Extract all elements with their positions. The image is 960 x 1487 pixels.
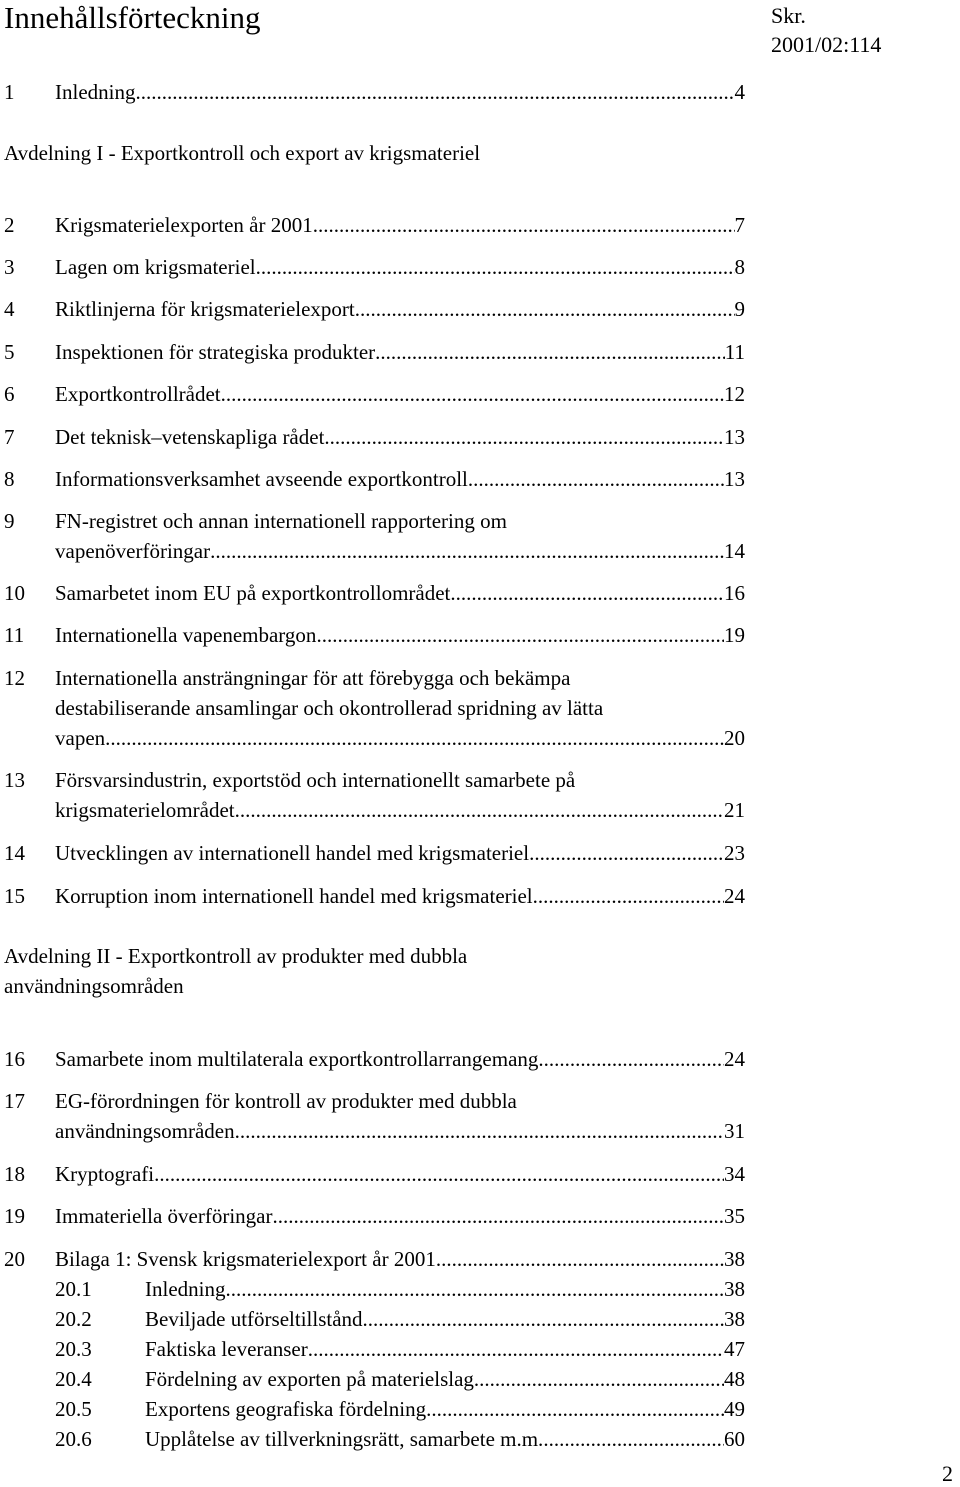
dot-leader xyxy=(450,578,724,608)
toc-entry-line xyxy=(55,294,745,324)
toc-entry-number: 20.5 xyxy=(55,1397,92,1421)
toc-entry-line xyxy=(55,1244,745,1274)
toc-entry[interactable] xyxy=(0,252,960,282)
toc-entry-title: Lagen om krigsmateriel xyxy=(55,255,256,279)
toc-entry[interactable] xyxy=(0,1159,960,1189)
toc-entry-page: 13 xyxy=(724,425,745,449)
toc-entry-number: 20.2 xyxy=(55,1307,92,1331)
section-heading-line: användningsområden xyxy=(4,974,184,998)
toc-entry-page: 12 xyxy=(724,382,745,406)
toc-entry-title: krigsmaterielområdet xyxy=(55,798,235,822)
toc-entry-body xyxy=(145,1424,745,1454)
toc-entry-body xyxy=(145,1334,745,1364)
section-heading-line: Avdelning II - Exportkontroll av produkter med dubbla xyxy=(4,944,468,968)
toc-entry-body xyxy=(55,506,745,566)
toc-entry-number: 11 xyxy=(4,623,25,647)
toc-entry-body xyxy=(55,881,745,911)
toc-entry-line xyxy=(145,1424,745,1454)
toc-entry-title: Beviljade utförseltillstånd xyxy=(145,1307,363,1331)
toc-entry[interactable] xyxy=(0,294,960,324)
section-heading-line: Avdelning I - Exportkontroll och export av krigsmateriel xyxy=(4,141,481,165)
dot-leader xyxy=(375,337,725,367)
toc-entry-title: Utvecklingen av internationell handel med krigsmateriel xyxy=(55,841,530,865)
toc-entry-number: 9 xyxy=(4,509,15,533)
toc-entry-body xyxy=(55,210,745,240)
dot-leader xyxy=(543,1424,724,1454)
dot-leader xyxy=(154,1159,724,1189)
section-heading xyxy=(4,941,704,1001)
toc-entry-number: 20.6 xyxy=(55,1427,92,1451)
toc-entry-page: 8 xyxy=(734,255,745,279)
toc-entry-page: 16 xyxy=(724,581,745,605)
toc-entry-line xyxy=(55,723,745,753)
toc-entry-title: Inspektionen för strategiska produkter xyxy=(55,340,376,364)
toc-entry-number: 15 xyxy=(4,884,25,908)
toc-entry-number: 12 xyxy=(4,666,25,690)
toc-entry[interactable] xyxy=(0,838,960,868)
toc-entry-page: 38 xyxy=(724,1277,745,1301)
toc-entry-number: 6 xyxy=(4,382,15,406)
toc-entry-number: 20 xyxy=(4,1247,25,1271)
toc-entry-body xyxy=(145,1364,745,1394)
toc-entry-page: 23 xyxy=(724,841,745,865)
toc-entry-page: 48 xyxy=(724,1367,745,1391)
toc-entry[interactable] xyxy=(0,379,960,409)
toc-entry[interactable] xyxy=(0,210,960,240)
toc-entry-line xyxy=(55,795,745,825)
page-title: Innehållsförteckning xyxy=(4,0,261,35)
toc-entry-page: 19 xyxy=(724,623,745,647)
toc-entry-body xyxy=(145,1304,745,1334)
toc-entry-page: 38 xyxy=(724,1247,745,1271)
toc-entry-title: Internationella ansträngningar för att förebygga och bekämpa xyxy=(55,666,571,690)
toc-entry-page: 38 xyxy=(724,1307,745,1331)
toc-entry-body xyxy=(55,294,745,324)
dot-leader xyxy=(135,77,734,107)
toc-entry-title: destabiliserande ansamlingar och okontrollerad spridning av lätta xyxy=(55,696,604,720)
toc-entry-title: EG-förordningen för kontroll av produkter med dubbla xyxy=(55,1089,517,1113)
toc-entry-number: 7 xyxy=(4,425,15,449)
dot-leader xyxy=(272,1201,724,1231)
toc-entry-body xyxy=(55,1044,745,1074)
dot-leader xyxy=(363,1304,724,1334)
toc-entry-line xyxy=(55,838,745,868)
toc-entry-page: 60 xyxy=(724,1427,745,1451)
toc-entry-title: Korruption inom internationell handel med krigsmateriel xyxy=(55,884,533,908)
toc-entry[interactable] xyxy=(0,337,960,367)
toc-entry-line xyxy=(55,881,745,911)
toc-entry[interactable] xyxy=(0,1044,960,1074)
toc-entry[interactable] xyxy=(0,663,960,753)
toc-entry-number: 16 xyxy=(4,1047,25,1071)
toc-entry[interactable] xyxy=(0,881,960,911)
toc-entry[interactable] xyxy=(0,506,960,566)
toc-entry-line xyxy=(55,506,745,536)
toc-entry-line xyxy=(55,620,745,650)
toc-entry-line xyxy=(145,1364,745,1394)
dot-leader xyxy=(355,294,735,324)
toc-entry-body xyxy=(55,1201,745,1231)
toc-entry-title: användningsområden xyxy=(55,1119,235,1143)
toc-entry-line xyxy=(55,1116,745,1146)
dot-leader xyxy=(324,422,724,452)
toc-entry[interactable] xyxy=(0,1244,960,1274)
toc-entry-page: 24 xyxy=(724,1047,745,1071)
toc-entry-number: 17 xyxy=(4,1089,25,1113)
toc-entry-title: Krigsmaterielexporten år 2001 xyxy=(55,213,313,237)
toc-entry-page: 24 xyxy=(724,884,745,908)
dot-leader xyxy=(436,1244,724,1274)
dot-leader xyxy=(474,1364,724,1394)
toc-entry-title: Riktlinjerna för krigsmaterielexport xyxy=(55,297,355,321)
toc-entry-line xyxy=(55,536,745,566)
document-reference-label: Skr. xyxy=(771,3,806,28)
toc-entry-line xyxy=(55,77,745,107)
toc-entry-number: 3 xyxy=(4,255,15,279)
dot-leader xyxy=(221,379,724,409)
toc-entry[interactable] xyxy=(0,1304,960,1334)
dot-leader xyxy=(529,838,724,868)
toc-entry-page: 34 xyxy=(724,1162,745,1186)
toc-entry-page: 9 xyxy=(734,297,745,321)
toc-entry-number: 20.3 xyxy=(55,1337,92,1361)
toc-entry-title: Fördelning av exporten på materielslag xyxy=(145,1367,474,1391)
toc-entry-body xyxy=(55,578,745,608)
toc-entry-body xyxy=(55,1086,745,1146)
toc-entry-page: 49 xyxy=(724,1397,745,1421)
toc-entry-line xyxy=(145,1394,745,1424)
toc-entry-body xyxy=(55,663,745,753)
toc-entry[interactable] xyxy=(0,578,960,608)
toc-entry-body xyxy=(145,1394,745,1424)
toc-entry-body xyxy=(55,765,745,825)
dot-leader xyxy=(426,1394,724,1424)
toc-entry[interactable] xyxy=(0,1274,960,1304)
toc-entry-line xyxy=(55,765,745,795)
toc-entry[interactable] xyxy=(0,464,960,494)
toc-entry[interactable] xyxy=(0,77,960,107)
toc-entry-page: 21 xyxy=(724,798,745,822)
dot-leader xyxy=(235,795,724,825)
toc-entry-page: 7 xyxy=(734,213,745,237)
toc-entry-body xyxy=(55,252,745,282)
toc-entry-body xyxy=(55,379,745,409)
dot-leader xyxy=(256,252,735,282)
toc-entry-page: 35 xyxy=(724,1204,745,1228)
toc-entry-number: 20.4 xyxy=(55,1367,92,1391)
toc-entry[interactable] xyxy=(0,1364,960,1394)
toc-entry-line xyxy=(145,1274,745,1304)
toc-entry-body xyxy=(145,1274,745,1304)
toc-entry-body xyxy=(55,422,745,452)
toc-entry-title: Samarbetet inom EU på exportkontrollområdet xyxy=(55,581,451,605)
page-number: 2 xyxy=(942,1461,953,1486)
toc-entry-line xyxy=(55,1159,745,1189)
toc-entry-page: 4 xyxy=(734,80,745,104)
toc-entry-page: 31 xyxy=(724,1119,745,1143)
toc-entry-number: 1 xyxy=(4,80,15,104)
toc-entry-number: 10 xyxy=(4,581,25,605)
toc-entry-title: Internationella vapenembargon xyxy=(55,623,317,647)
toc-entry[interactable] xyxy=(0,620,960,650)
toc-entry-line xyxy=(145,1334,745,1364)
toc-entry-line xyxy=(55,1201,745,1231)
toc-entry-title: vapenöverföringar xyxy=(55,539,211,563)
toc-entry-line xyxy=(55,464,745,494)
dot-leader xyxy=(533,881,724,911)
toc-entry-page: 11 xyxy=(724,340,745,364)
dot-leader xyxy=(308,1334,724,1364)
toc-entry-line xyxy=(55,337,745,367)
toc-entry-title: Det teknisk–vetenskapliga rådet xyxy=(55,425,325,449)
section-heading xyxy=(4,138,704,168)
toc-entry-body xyxy=(55,838,745,868)
toc-entry-title: Kryptografi xyxy=(55,1162,155,1186)
toc-entry-title: Exportens geografiska fördelning xyxy=(145,1397,427,1421)
toc-entry-body xyxy=(55,1244,745,1274)
document-reference xyxy=(771,1,881,59)
toc-entry-number: 4 xyxy=(4,297,15,321)
toc-entry[interactable] xyxy=(0,765,960,825)
dot-leader xyxy=(210,536,724,566)
toc-entry-line xyxy=(55,663,745,693)
toc-entry-page: 47 xyxy=(724,1337,745,1361)
toc-entry-line xyxy=(55,252,745,282)
toc-entry-line xyxy=(55,1044,745,1074)
toc-entry[interactable] xyxy=(0,422,960,452)
toc-entry-title: FN-registret och annan internationell rapportering om xyxy=(55,509,507,533)
toc-entry[interactable] xyxy=(0,1086,960,1146)
toc-entry-title: Faktiska leveranser xyxy=(145,1337,308,1361)
dot-leader xyxy=(538,1044,724,1074)
toc-entry-title: Bilaga 1: Svensk krigsmaterielexport år 2001 xyxy=(55,1247,436,1271)
toc-entry[interactable] xyxy=(0,1201,960,1231)
dot-leader xyxy=(313,210,735,240)
toc-entry-line xyxy=(145,1304,745,1334)
toc-entry-title: Samarbete inom multilaterala exportkontrollarrangemang xyxy=(55,1047,539,1071)
toc-entry[interactable] xyxy=(0,1334,960,1364)
toc-entry-title: Exportkontrollrådet xyxy=(55,382,221,406)
document-reference-number: 2001/02:114 xyxy=(771,32,882,57)
toc-entry-page: 14 xyxy=(724,539,745,563)
toc-entry-page: 13 xyxy=(724,467,745,491)
toc-entry-line xyxy=(55,1086,745,1116)
toc-entry-line xyxy=(55,210,745,240)
toc-entry-number: 18 xyxy=(4,1162,25,1186)
toc-entry-page: 20 xyxy=(724,726,745,750)
toc-entry-line xyxy=(55,422,745,452)
toc-entry-line xyxy=(55,379,745,409)
toc-entry-number: 5 xyxy=(4,340,15,364)
toc-entry-title: Inledning xyxy=(55,80,136,104)
toc-entry-title: Informationsverksamhet avseende exportkontroll xyxy=(55,467,468,491)
toc-entry-title: Försvarsindustrin, exportstöd och internationellt samarbete på xyxy=(55,768,576,792)
toc-entry-number: 14 xyxy=(4,841,25,865)
toc-entry-line xyxy=(55,578,745,608)
toc-entry-body xyxy=(55,77,745,107)
toc-entry-number: 20.1 xyxy=(55,1277,92,1301)
toc-entry[interactable] xyxy=(0,1424,960,1454)
toc-entry[interactable] xyxy=(0,1394,960,1424)
dot-leader xyxy=(225,1274,724,1304)
toc-entry-body xyxy=(55,1159,745,1189)
dot-leader xyxy=(105,723,724,753)
toc-entry-number: 8 xyxy=(4,467,15,491)
dot-leader xyxy=(468,464,724,494)
toc-entry-title: Upplåtelse av tillverkningsrätt, samarbete m.m. xyxy=(145,1427,544,1451)
dot-leader xyxy=(235,1116,724,1146)
dot-leader xyxy=(316,620,724,650)
toc-entry-title: Immateriella överföringar xyxy=(55,1204,273,1228)
toc-entry-title: Inledning xyxy=(145,1277,226,1301)
toc-entry-body xyxy=(55,464,745,494)
toc-entry-title: vapen xyxy=(55,726,106,750)
toc-entry-body xyxy=(55,337,745,367)
toc-entry-line xyxy=(55,693,745,723)
toc-entry-body xyxy=(55,620,745,650)
toc-entry-number: 13 xyxy=(4,768,25,792)
toc-entry-number: 19 xyxy=(4,1204,25,1228)
toc-entry-number: 2 xyxy=(4,213,15,237)
